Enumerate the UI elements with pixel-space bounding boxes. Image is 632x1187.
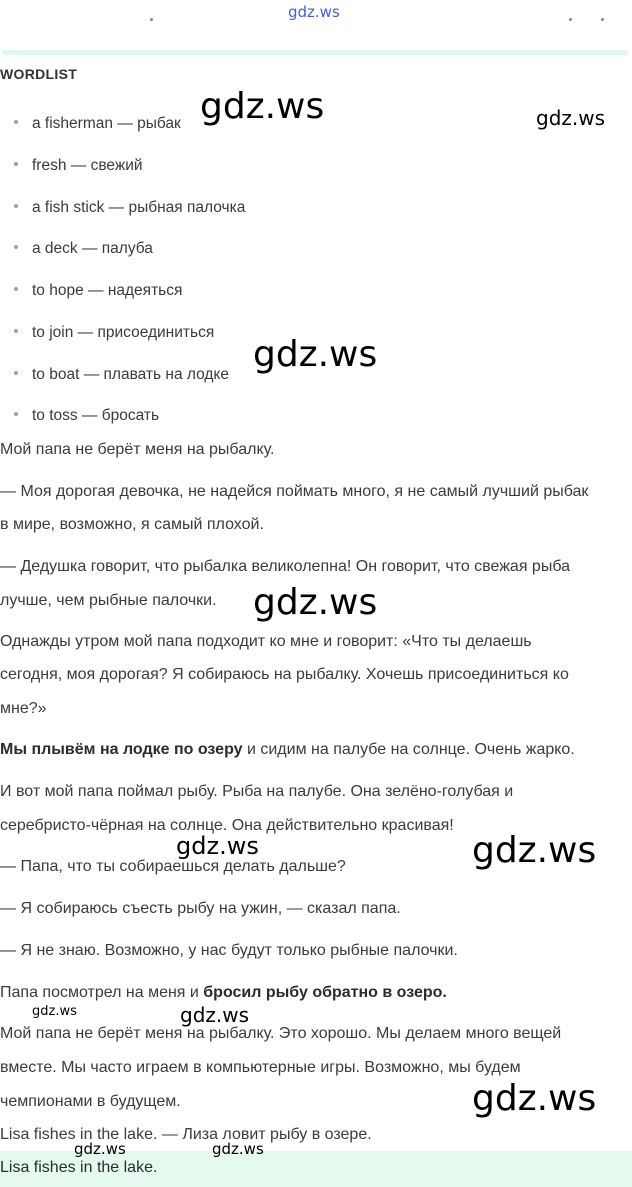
- story-line: в мире, возможно, я самый плохой.: [0, 516, 264, 533]
- wordlist-item-text: to join — присоединиться: [32, 324, 215, 341]
- watermark: gdz.ws: [32, 1004, 77, 1019]
- story-line: сегодня, моя дорогая? Я собираюсь на рыбалку. Хочешь присоединиться ко: [0, 666, 569, 683]
- bullet-icon: [14, 371, 18, 375]
- story-line: мне?»: [0, 700, 47, 717]
- header-dot: [601, 18, 604, 21]
- story-line: — Папа, что ты собираешься делать дальше?: [0, 858, 346, 875]
- story-line: — Я не знаю. Возможно, у нас будут только рыбные палочки.: [0, 942, 458, 959]
- story-line: серебристо-чёрная на солнце. Она действительно красивая!: [0, 817, 454, 834]
- bullet-icon: [14, 245, 18, 249]
- bullet-icon: [14, 329, 18, 333]
- watermark: gdz.ws: [176, 832, 259, 860]
- wordlist-item: [14, 324, 214, 342]
- story-line-rest: и сидим на палубе на солнце. Очень жарко.: [242, 741, 575, 758]
- watermark: gdz.ws: [180, 1003, 250, 1027]
- watermark: gdz.ws: [536, 106, 606, 130]
- divider: [2, 50, 628, 55]
- story-line: [0, 984, 447, 1002]
- wordlist-item: [14, 157, 143, 175]
- bullet-icon: [14, 162, 18, 166]
- story-line-start: Папа посмотрел на меня и: [0, 984, 204, 1001]
- story-line: Мой папа не берёт меня на рыбалку.: [0, 441, 275, 458]
- wordlist-item: [14, 366, 229, 384]
- watermark: gdz.ws: [253, 334, 378, 375]
- story-line: И вот мой папа поймал рыбу. Рыба на палубе. Она зелёно-голубая и: [0, 783, 514, 800]
- watermark: gdz.ws: [74, 1140, 126, 1158]
- wordlist-item: [14, 240, 153, 258]
- bold-phrase: бросил рыбу обратно в озеро.: [203, 984, 447, 1001]
- bullet-icon: [14, 120, 18, 124]
- wordlist-title: WORDLIST: [0, 66, 78, 82]
- wordlist-item-text: to hope — надеяться: [32, 282, 183, 299]
- story-line: Однажды утром мой папа подходит ко мне и говорит: «Что ты делаешь: [0, 633, 532, 650]
- story-line: Мой папа не берёт меня на рыбалку. Это хорошо. Мы делаем много вещей: [0, 1025, 562, 1042]
- site-mark: gdz.ws: [288, 3, 340, 21]
- bullet-icon: [14, 412, 18, 416]
- wordlist-item-text: a deck — палуба: [32, 240, 153, 257]
- story-line: вместе. Мы часто играем в компьютерные игры. Возможно, мы будем: [0, 1059, 521, 1076]
- story-line: — Дедушка говорит, что рыбалка великолепна! Он говорит, что свежая рыба: [0, 558, 571, 575]
- story-line: лучше, чем рыбные палочки.: [0, 592, 217, 609]
- story-line: — Я собираюсь съесть рыбу на ужин, — сказал папа.: [0, 900, 401, 917]
- watermark: gdz.ws: [253, 582, 378, 623]
- wordlist-item: [14, 199, 245, 217]
- header-dot: [569, 18, 572, 21]
- wordlist-item-text: a fisherman — рыбак: [32, 115, 181, 132]
- wordlist-item-text: to boat — плавать на лодке: [32, 366, 229, 383]
- header-dot: [150, 18, 153, 21]
- wordlist-item: [14, 407, 159, 425]
- highlighted-answer-text: Lisa fishes in the lake.: [0, 1159, 158, 1176]
- bullet-icon: [14, 204, 18, 208]
- story-line: — Моя дорогая девочка, не надейся поймать много, я не самый лучший рыбак: [0, 483, 589, 500]
- watermark: gdz.ws: [472, 1078, 597, 1119]
- story-line: Lisa fishes in the lake. — Лиза ловит рыбу в озере.: [0, 1126, 372, 1143]
- watermark: gdz.ws: [472, 830, 597, 871]
- bold-phrase: Мы плывём на лодке по озеру: [0, 741, 243, 758]
- wordlist-item-text: a fish stick — рыбная палочка: [32, 199, 246, 216]
- wordlist-item: [14, 115, 181, 133]
- story-line: [0, 741, 575, 759]
- wordlist-item: [14, 282, 182, 300]
- wordlist-item-text: fresh — свежий: [32, 157, 143, 174]
- watermark: gdz.ws: [200, 86, 325, 127]
- story-line: чемпионами в будущем.: [0, 1093, 181, 1110]
- bullet-icon: [14, 287, 18, 291]
- wordlist-item-text: to toss — бросать: [32, 407, 160, 424]
- watermark: gdz.ws: [212, 1140, 264, 1158]
